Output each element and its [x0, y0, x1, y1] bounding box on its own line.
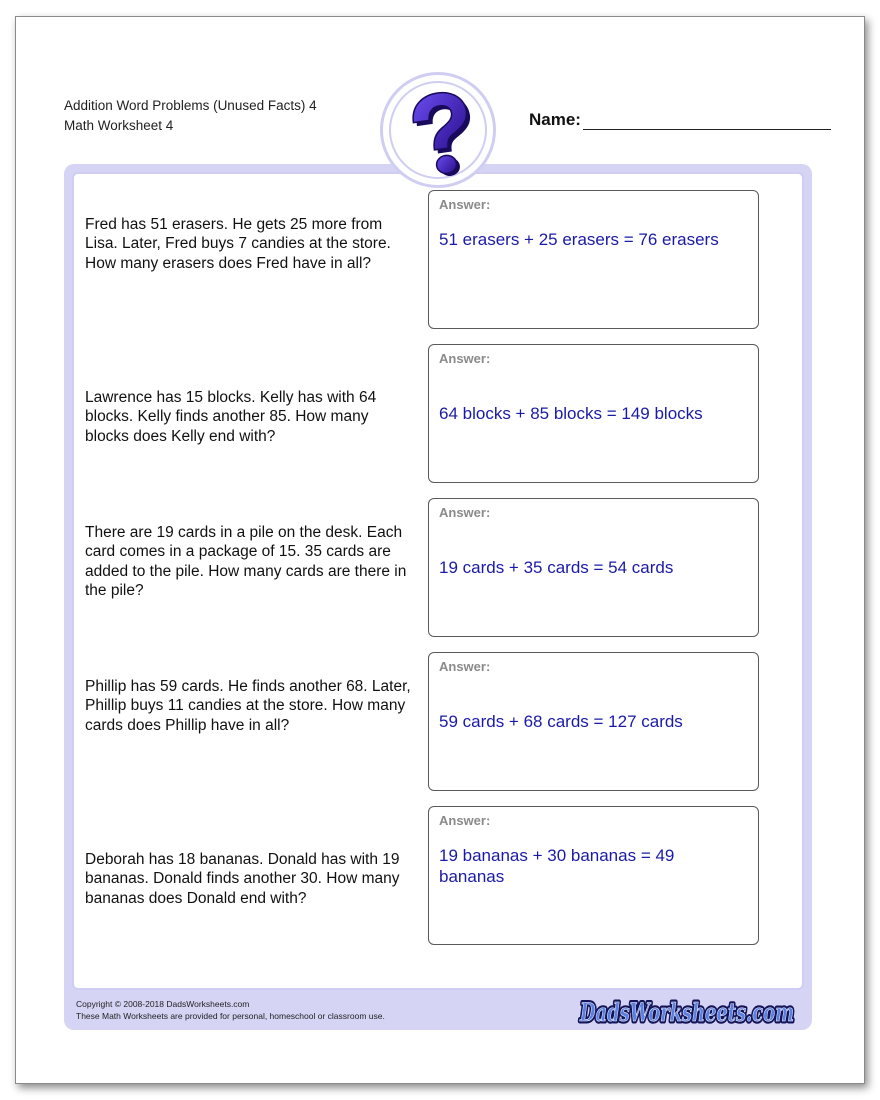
worksheet-title-block — [64, 96, 317, 136]
answer-text: 51 erasers + 25 erasers = 76 erasers — [439, 230, 719, 249]
question-mark-icon — [383, 75, 493, 185]
dadsworksheets-logo — [576, 992, 800, 1037]
brand-wordmark-fill: DadsWorksheets.com — [579, 998, 794, 1027]
problem-text: Fred has 51 erasers. He gets 25 more from Lisa. Later, Fred buys 7 candies at the store. How many erasers does Fred have in all? — [85, 216, 391, 272]
answer-box — [428, 652, 759, 791]
problem-text: There are 19 cards in a pile on the desk. Each card comes in a package of 15. 35 cards are added to the pile. How many cards are there in the pile? — [85, 524, 407, 599]
answer-box — [428, 344, 759, 483]
name-field — [529, 110, 831, 130]
name-line — [583, 111, 831, 130]
answer-text: 19 cards + 35 cards = 54 cards — [439, 558, 674, 577]
footer — [76, 998, 385, 1022]
worksheet-title: Addition Word Problems (Unused Facts) 4 — [64, 98, 317, 113]
brand-wordmark-outline: DadsWorksheets.com — [579, 998, 794, 1027]
answer-box — [428, 806, 759, 945]
answer-box — [428, 190, 759, 329]
answer-text: 64 blocks + 85 blocks = 149 blocks — [439, 404, 703, 423]
answer-label: Answer: — [439, 197, 491, 212]
answer-text: 19 bananas + 30 bananas = 49 bananas — [439, 846, 675, 886]
problem-text: Lawrence has 15 blocks. Kelly has with 64 blocks. Kelly finds another 85. How many blocks does Kelly end with? — [85, 389, 377, 445]
answer-label: Answer: — [439, 505, 491, 520]
worksheet-subtitle: Math Worksheet 4 — [64, 118, 174, 133]
answer-label: Answer: — [439, 813, 491, 828]
answer-label: Answer: — [439, 351, 491, 366]
answer-label: Answer: — [439, 659, 491, 674]
problem-text: Phillip has 59 cards. He finds another 68. Later, Phillip buys 11 candies at the store. How many cards does Phillip have in all? — [85, 678, 411, 734]
copyright-text: Copyright © 2008-2018 DadsWorksheets.com — [76, 999, 250, 1009]
usage-note: These Math Worksheets are provided for personal, homeschool or classroom use. — [76, 1011, 385, 1021]
answer-text: 59 cards + 68 cards = 127 cards — [439, 712, 683, 731]
name-label: Name: — [529, 110, 581, 129]
answer-box — [428, 498, 759, 637]
problem-text: Deborah has 18 bananas. Donald has with 19 bananas. Donald finds another 30. How many bananas does Donald end with? — [85, 851, 400, 907]
brand-wordmark — [576, 992, 800, 1032]
question-mark-logo — [380, 72, 496, 188]
